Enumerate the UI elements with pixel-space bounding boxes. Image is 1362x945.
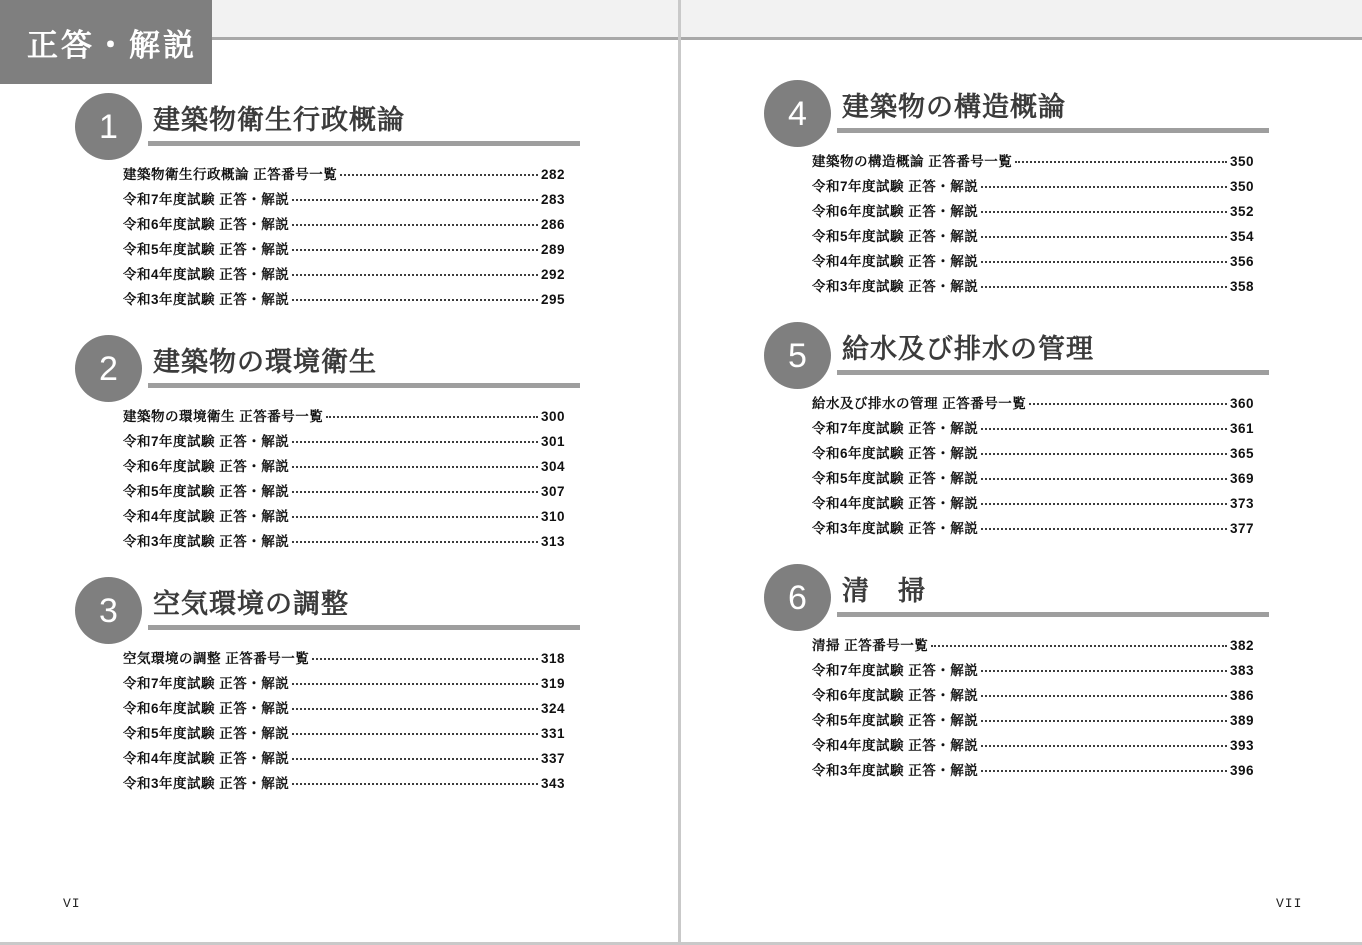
toc-entry <box>812 708 1254 733</box>
dot-leader <box>292 708 538 710</box>
dot-leader <box>981 286 1227 288</box>
toc-entry-page-number: 382 <box>1229 638 1254 653</box>
toc-entry <box>812 391 1254 416</box>
toc-entry <box>812 274 1254 299</box>
section-underline <box>837 612 1269 617</box>
dot-leader <box>981 428 1227 430</box>
dot-leader <box>292 224 538 226</box>
chapter-tab-label: 正答・解説 <box>27 27 197 63</box>
toc-entry-page-number: 337 <box>540 751 565 766</box>
dot-leader <box>1015 161 1227 163</box>
dot-leader <box>981 695 1227 697</box>
section-title: 建築物衛生行政概論 <box>153 105 405 135</box>
toc-entry <box>812 658 1254 683</box>
toc-entry-label: 令和4年度試験 正答・解説 <box>812 738 979 753</box>
toc-entry-label: 令和4年度試験 正答・解説 <box>812 496 979 511</box>
toc-entry-label: 給水及び排水の管理 正答番号一覧 <box>812 396 1027 411</box>
section-title-wrap <box>148 577 580 630</box>
toc-entry-page-number: 389 <box>1229 713 1254 728</box>
toc-entry <box>123 404 565 429</box>
toc-section <box>75 93 580 312</box>
toc-entry <box>812 174 1254 199</box>
section-number: 6 <box>788 578 807 617</box>
toc-entry <box>812 733 1254 758</box>
toc-entry-label: 令和7年度試験 正答・解説 <box>812 179 979 194</box>
toc-entry-page-number: 354 <box>1229 229 1254 244</box>
toc-entry-label: 令和6年度試験 正答・解説 <box>123 217 290 232</box>
toc-entry-label: 令和6年度試験 正答・解説 <box>812 446 979 461</box>
dot-leader <box>981 211 1227 213</box>
section-header <box>75 93 580 159</box>
dot-leader <box>981 186 1227 188</box>
toc-entry <box>812 516 1254 541</box>
toc-entry-label: 令和3年度試験 正答・解説 <box>123 776 290 791</box>
toc-entry-page-number: 393 <box>1229 738 1254 753</box>
toc-entry-page-number: 307 <box>540 484 565 499</box>
toc-entry <box>812 441 1254 466</box>
toc-entry <box>812 199 1254 224</box>
dot-leader <box>292 683 538 685</box>
toc-entry-page-number: 352 <box>1229 204 1254 219</box>
dot-leader <box>292 466 538 468</box>
dot-leader <box>292 516 538 518</box>
section-number: 2 <box>99 349 118 388</box>
toc-entry-page-number: 343 <box>540 776 565 791</box>
toc-entry-label: 令和7年度試験 正答・解説 <box>123 192 290 207</box>
toc-entry-label: 令和7年度試験 正答・解説 <box>123 676 290 691</box>
toc-entry <box>123 721 565 746</box>
toc-entry-page-number: 350 <box>1229 179 1254 194</box>
toc-entry-page-number: 369 <box>1229 471 1254 486</box>
section-header <box>764 322 1269 388</box>
toc-entry-label: 令和5年度試験 正答・解説 <box>123 726 290 741</box>
toc-entry-label: 建築物の環境衛生 正答番号一覧 <box>123 409 324 424</box>
section-number-badge <box>75 577 142 644</box>
toc-entry-label: 令和7年度試験 正答・解説 <box>812 663 979 678</box>
toc-entry-label: 令和4年度試験 正答・解説 <box>123 509 290 524</box>
toc-entry <box>123 429 565 454</box>
toc-entry-label: 令和4年度試験 正答・解説 <box>123 751 290 766</box>
toc-entry-list <box>123 646 565 796</box>
toc-entry-page-number: 331 <box>540 726 565 741</box>
dot-leader <box>292 491 538 493</box>
toc-entry-label: 建築物の構造概論 正答番号一覧 <box>812 154 1013 169</box>
toc-entry-page-number: 383 <box>1229 663 1254 678</box>
dot-leader <box>292 758 538 760</box>
toc-entry-page-number: 295 <box>540 292 565 307</box>
toc-entry <box>123 187 565 212</box>
toc-entry-page-number: 373 <box>1229 496 1254 511</box>
toc-entry-label: 建築物衛生行政概論 正答番号一覧 <box>123 167 338 182</box>
dot-leader <box>981 528 1227 530</box>
toc-entry-label: 令和3年度試験 正答・解説 <box>123 292 290 307</box>
section-underline <box>148 141 580 146</box>
toc-entry-label: 令和6年度試験 正答・解説 <box>812 204 979 219</box>
section-header <box>764 80 1269 146</box>
toc-entry <box>123 504 565 529</box>
toc-entry-label: 空気環境の調整 正答番号一覧 <box>123 651 310 666</box>
toc-entry <box>812 416 1254 441</box>
section-title-wrap <box>148 335 580 388</box>
toc-entry <box>123 162 565 187</box>
dot-leader <box>326 416 538 418</box>
toc-section <box>764 564 1269 783</box>
section-number-badge <box>75 93 142 160</box>
section-underline <box>148 625 580 630</box>
toc-entry-label: 令和4年度試験 正答・解説 <box>123 267 290 282</box>
toc-entry <box>812 758 1254 783</box>
toc-entry-page-number: 318 <box>540 651 565 666</box>
toc-entry-list <box>812 149 1254 299</box>
toc-entry <box>123 212 565 237</box>
toc-entry-label: 令和7年度試験 正答・解説 <box>123 434 290 449</box>
toc-entry-page-number: 292 <box>540 267 565 282</box>
section-number: 1 <box>99 107 118 146</box>
toc-entry-label: 令和6年度試験 正答・解説 <box>123 459 290 474</box>
section-number: 4 <box>788 94 807 133</box>
toc-entry-page-number: 361 <box>1229 421 1254 436</box>
left-page <box>75 93 580 819</box>
section-title: 給水及び排水の管理 <box>842 334 1094 364</box>
dot-leader <box>1029 403 1227 405</box>
toc-entry-page-number: 365 <box>1229 446 1254 461</box>
section-title-wrap <box>148 93 580 146</box>
toc-entry <box>812 224 1254 249</box>
section-number-badge <box>764 564 831 631</box>
dot-leader <box>981 453 1227 455</box>
toc-entry <box>123 696 565 721</box>
section-number: 3 <box>99 591 118 630</box>
section-title: 清 掃 <box>842 576 926 606</box>
toc-entry-label: 令和4年度試験 正答・解説 <box>812 254 979 269</box>
toc-entry <box>123 771 565 796</box>
toc-entry <box>812 491 1254 516</box>
section-header <box>75 335 580 401</box>
toc-entry <box>123 262 565 287</box>
toc-entry-page-number: 286 <box>540 217 565 232</box>
section-title: 建築物の環境衛生 <box>153 347 377 377</box>
toc-entry-page-number: 386 <box>1229 688 1254 703</box>
toc-entry-page-number: 360 <box>1229 396 1254 411</box>
toc-entry <box>812 633 1254 658</box>
toc-entry <box>123 287 565 312</box>
toc-entry-list <box>812 633 1254 783</box>
toc-entry-label: 令和6年度試験 正答・解説 <box>123 701 290 716</box>
section-header <box>764 564 1269 630</box>
toc-entry-label: 清掃 正答番号一覧 <box>812 638 929 653</box>
toc-entry <box>123 746 565 771</box>
toc-entry <box>123 671 565 696</box>
dot-leader <box>981 478 1227 480</box>
toc-entry <box>123 646 565 671</box>
right-folio: VII <box>1276 896 1303 911</box>
right-page <box>764 80 1269 806</box>
dot-leader <box>292 199 538 201</box>
dot-leader <box>292 541 538 543</box>
toc-entry-label: 令和6年度試験 正答・解説 <box>812 688 979 703</box>
section-underline <box>837 370 1269 375</box>
toc-entry-label: 令和3年度試験 正答・解説 <box>812 279 979 294</box>
toc-entry-page-number: 319 <box>540 676 565 691</box>
toc-entry <box>123 479 565 504</box>
dot-leader <box>981 261 1227 263</box>
toc-section <box>764 322 1269 541</box>
left-folio: VI <box>63 896 81 911</box>
toc-entry <box>812 466 1254 491</box>
dot-leader <box>340 174 538 176</box>
toc-entry-label: 令和5年度試験 正答・解説 <box>812 471 979 486</box>
section-title: 建築物の構造概論 <box>842 92 1066 122</box>
toc-entry <box>812 149 1254 174</box>
toc-entry <box>812 683 1254 708</box>
dot-leader <box>981 503 1227 505</box>
toc-entry-page-number: 356 <box>1229 254 1254 269</box>
toc-entry-page-number: 377 <box>1229 521 1254 536</box>
toc-entry-label: 令和7年度試験 正答・解説 <box>812 421 979 436</box>
toc-entry-page-number: 283 <box>540 192 565 207</box>
toc-entry-page-number: 396 <box>1229 763 1254 778</box>
section-number-badge <box>75 335 142 402</box>
section-title: 空気環境の調整 <box>153 589 349 619</box>
page-spine-divider <box>678 0 681 945</box>
toc-entry-label: 令和5年度試験 正答・解説 <box>123 242 290 257</box>
toc-entry <box>123 529 565 554</box>
dot-leader <box>931 645 1227 647</box>
toc-entry-label: 令和5年度試験 正答・解説 <box>812 229 979 244</box>
dot-leader <box>981 745 1227 747</box>
toc-entry-page-number: 289 <box>540 242 565 257</box>
section-number-badge <box>764 80 831 147</box>
section-number: 5 <box>788 336 807 375</box>
dot-leader <box>312 658 538 660</box>
toc-entry-page-number: 358 <box>1229 279 1254 294</box>
toc-section <box>75 577 580 796</box>
toc-entry-page-number: 282 <box>540 167 565 182</box>
toc-entry-label: 令和3年度試験 正答・解説 <box>123 534 290 549</box>
section-title-wrap <box>837 322 1269 375</box>
toc-entry-list <box>123 162 565 312</box>
toc-entry-page-number: 324 <box>540 701 565 716</box>
dot-leader <box>292 441 538 443</box>
chapter-tab <box>0 0 212 84</box>
toc-entry <box>123 454 565 479</box>
section-header <box>75 577 580 643</box>
toc-section <box>764 80 1269 299</box>
section-title-wrap <box>837 80 1269 133</box>
section-underline <box>837 128 1269 133</box>
toc-entry-list <box>123 404 565 554</box>
toc-entry-label: 令和5年度試験 正答・解説 <box>812 713 979 728</box>
dot-leader <box>292 299 538 301</box>
dot-leader <box>292 783 538 785</box>
toc-entry-page-number: 313 <box>540 534 565 549</box>
toc-entry-page-number: 350 <box>1229 154 1254 169</box>
dot-leader <box>292 733 538 735</box>
section-number-badge <box>764 322 831 389</box>
dot-leader <box>292 249 538 251</box>
toc-entry-label: 令和3年度試験 正答・解説 <box>812 763 979 778</box>
toc-section <box>75 335 580 554</box>
toc-entry-page-number: 301 <box>540 434 565 449</box>
section-title-wrap <box>837 564 1269 617</box>
dot-leader <box>981 770 1227 772</box>
toc-entry-label: 令和3年度試験 正答・解説 <box>812 521 979 536</box>
dot-leader <box>981 236 1227 238</box>
dot-leader <box>981 670 1227 672</box>
dot-leader <box>292 274 538 276</box>
toc-entry-page-number: 300 <box>540 409 565 424</box>
section-underline <box>148 383 580 388</box>
toc-entry-list <box>812 391 1254 541</box>
toc-entry-page-number: 310 <box>540 509 565 524</box>
toc-entry <box>812 249 1254 274</box>
toc-entry-page-number: 304 <box>540 459 565 474</box>
toc-entry <box>123 237 565 262</box>
toc-entry-label: 令和5年度試験 正答・解説 <box>123 484 290 499</box>
dot-leader <box>981 720 1227 722</box>
